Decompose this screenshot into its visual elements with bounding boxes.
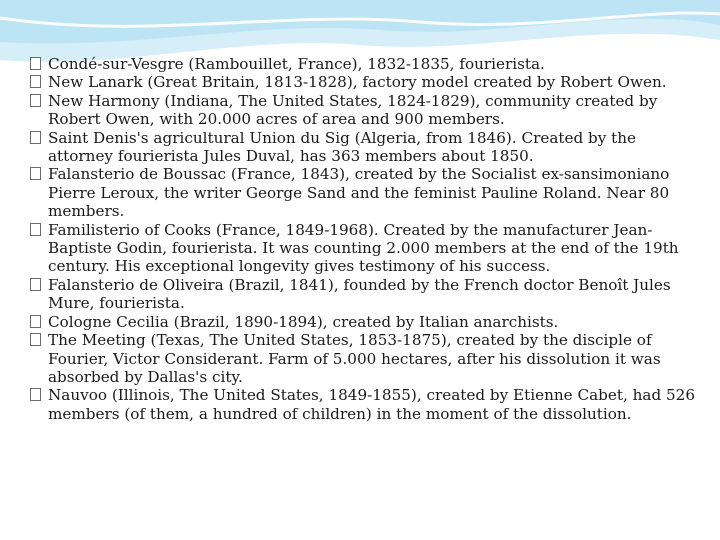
list-item (30, 165, 695, 220)
list-item (30, 386, 695, 423)
square-bullet-icon (30, 94, 41, 107)
list-item-text: Cologne Cecilia (Brazil, 1890-1894), created by Italian anarchists. (48, 312, 559, 331)
list-item-text: Saint Denis's agricultural Union du Sig (Algeria, from 1846). Created by the attorney fourierista Jules Duval, has 363 members about 1850. (48, 128, 637, 166)
list-item (30, 276, 695, 313)
list-item-text: Nauvoo (Illinois, The United States, 1849-1855), created by Etienne Cabet, had 526 members (of them, a hundred of children) in the moment of the dissolution. (48, 386, 695, 423)
square-bullet-icon (30, 278, 41, 291)
list-item-text: Familisterio of Cooks (France, 1849-1968). Created by the manufacturer Jean-Baptiste Godin, fourierista. It was counting 2.000 members at the end of the 19th century. His exceptional longevity gives testimony of his success. (48, 220, 679, 276)
list-item (30, 73, 695, 91)
list-item (30, 92, 695, 129)
square-bullet-icon (30, 315, 41, 328)
list-item (30, 55, 695, 73)
square-bullet-icon (30, 75, 41, 88)
list-item-text: The Meeting (Texas, The United States, 1853-1875), created by the disciple of Fourier, Victor Considerant. Farm of 5.000 hectares, after his dissolution it was absorbed by Dallas's city. (48, 331, 661, 386)
square-bullet-icon (30, 223, 41, 236)
square-bullet-icon (30, 131, 41, 144)
list-item (30, 331, 695, 386)
square-bullet-icon (30, 57, 41, 70)
list-item (30, 129, 695, 166)
list-item-text: New Harmony (Indiana, The United States, 1824-1829), community created by Robert Owen, with 20.000 acres of area and 900 members. (48, 91, 658, 129)
list-item (30, 221, 695, 276)
list-item (30, 313, 695, 331)
bullet-list (30, 55, 695, 423)
list-item-text: Falansterio de Boussac (France, 1843), created by the Socialist ex-sansimoniano Pierre Leroux, the writer George Sand and the feminist Pauline Roland. Near 80 members. (48, 165, 670, 221)
list-item-text: Condé-sur-Vesgre (Rambouillet, France), 1832-1835, fourierista. (48, 55, 545, 73)
square-bullet-icon (30, 333, 41, 346)
square-bullet-icon (30, 388, 41, 401)
list-item-text: Falansterio de Oliveira (Brazil, 1841), founded by the French doctor Benoît Jules Mure, fourierista. (48, 275, 671, 313)
square-bullet-icon (30, 167, 41, 180)
list-item-text: New Lanark (Great Britain, 1813-1828), factory model created by Robert Owen. (48, 73, 667, 92)
